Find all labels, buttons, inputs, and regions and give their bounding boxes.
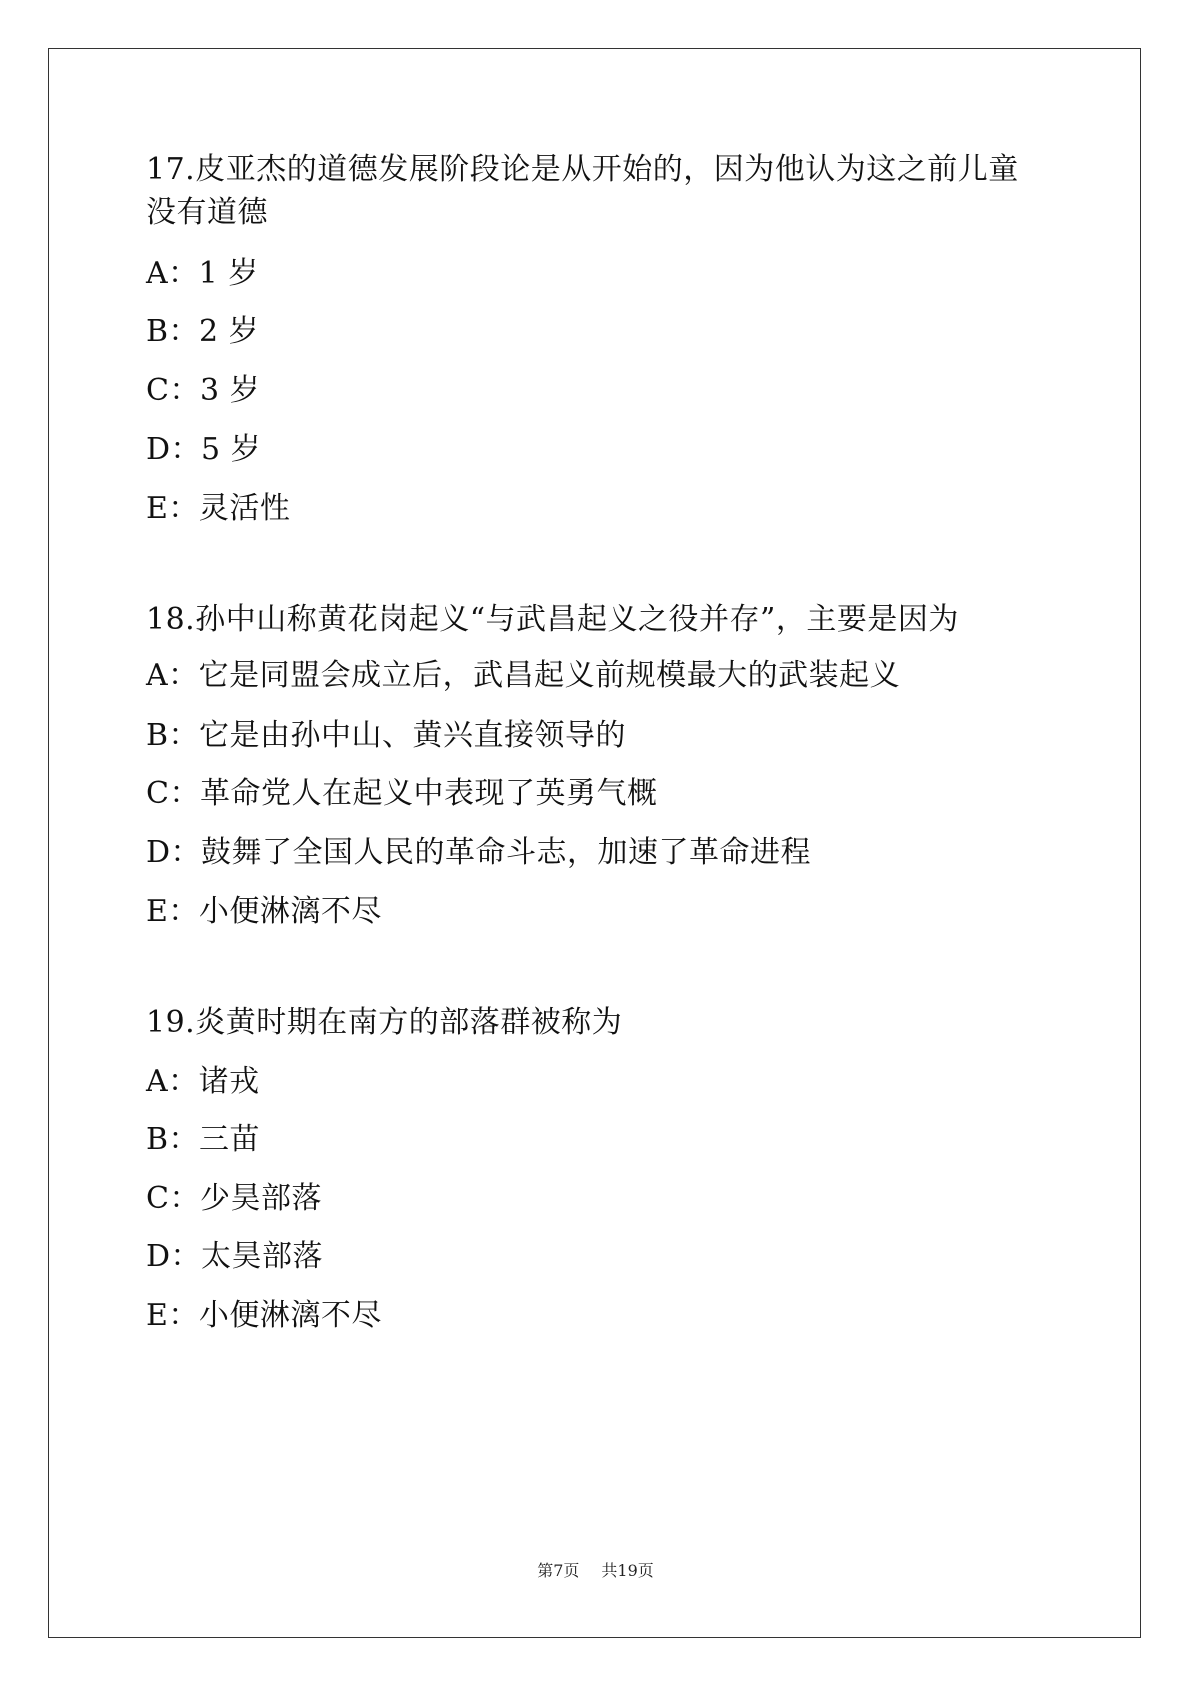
question-18-option-b: B：它是由孙中山、黄兴直接领导的	[146, 718, 627, 753]
question-19-option-e: E：小便淋漓不尽	[146, 1298, 382, 1333]
page-total: 共19页	[601, 1561, 654, 1580]
question-18-option-e: E：小便淋漓不尽	[146, 894, 382, 929]
question-19-option-c: C：少昊部落	[146, 1181, 322, 1216]
question-17-stem-line-2: 没有道德	[146, 195, 268, 230]
question-19-option-d: D：太昊部落	[146, 1239, 324, 1274]
question-19-option-a: A：诸戎	[146, 1064, 260, 1099]
question-18-option-c: C：革命党人在起义中表现了英勇气概	[146, 776, 658, 811]
page-footer	[0, 1561, 1191, 1581]
question-17-option-e: E：灵活性	[146, 491, 291, 526]
question-17-option-d: D：5 岁	[146, 432, 262, 467]
question-19-stem-line-1: 19.炎黄时期在南方的部落群被称为	[146, 1005, 623, 1040]
question-18-option-a: A：它是同盟会成立后，武昌起义前规模最大的武装起义	[146, 658, 901, 693]
question-17-option-c: C：3 岁	[146, 373, 261, 408]
question-18-stem-line-1: 18.孙中山称黄花岗起义“与武昌起义之役并存”，主要是因为	[146, 602, 959, 637]
question-18-option-d: D：鼓舞了全国人民的革命斗志，加速了革命进程	[146, 835, 812, 870]
question-19-option-b: B：三苗	[146, 1122, 261, 1157]
page-number: 第7页	[537, 1561, 580, 1580]
question-17-option-a: A：1 岁	[146, 256, 259, 291]
question-17-option-b: B：2 岁	[146, 314, 260, 349]
question-17-stem-line-1: 17.皮亚杰的道德发展阶段论是从开始的，因为他认为这之前儿童	[146, 152, 1019, 187]
